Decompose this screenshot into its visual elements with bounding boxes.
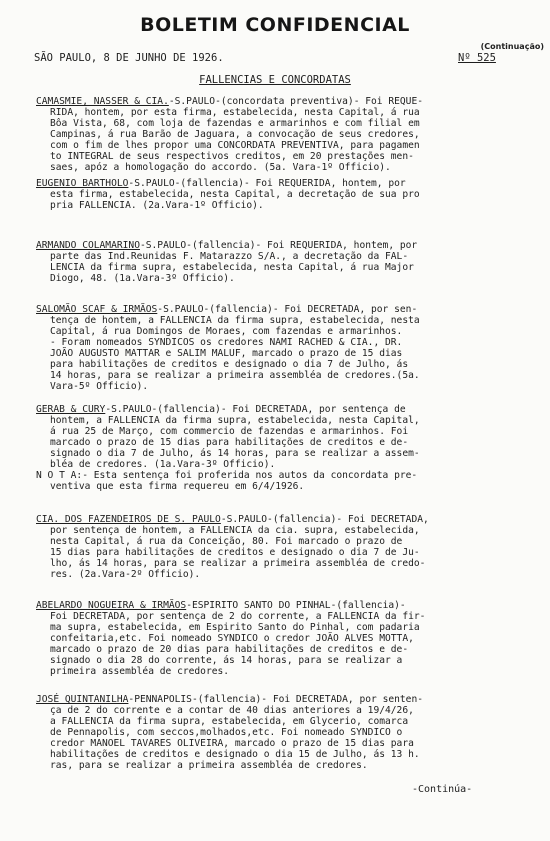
entry-line: Foi DECRETADA, por sentença de 2 do corrente, a FALLENCIA da fir- bbox=[50, 611, 426, 622]
document-date: SÃO PAULO, 8 DE JUNHO DE 1926. bbox=[34, 52, 224, 64]
entry-line: Capital, á rua Domingos de Moraes, com fazendas e armarinhos. bbox=[50, 326, 403, 337]
entry-camasmie-nasser bbox=[36, 96, 536, 173]
entry-line: pria FALLENCIA. (2a.Vara-1º Officio). bbox=[50, 200, 264, 211]
firm-name: ARMANDO COLAMARINO bbox=[36, 240, 140, 251]
entry-line: ma supra, estabelecida, em Espirito Santo do Pinhal, com padaria bbox=[50, 622, 420, 633]
entry-line: ABELARDO NOGUEIRA & IRMÃOS-ESPIRITO SANTO DO PINHAL-(fallencia)- bbox=[36, 600, 406, 611]
firm-name: CIA. DOS FAZENDEIROS DE S. PAULO bbox=[36, 514, 221, 525]
firm-name: EUGENIO BARTHOLO bbox=[36, 178, 129, 189]
entry-line: bléa de credores. (1a.Vara-3º Officio). bbox=[50, 459, 276, 470]
entry-line: com o fim de lhes propor uma CONCORDATA PREVENTIVA, para pagamen bbox=[50, 140, 420, 151]
entry-line: hontem, a FALLENCIA da firma supra, estabelecida, nesta Capital, bbox=[50, 415, 420, 426]
entry-line: tença de hontem, a FALLENCIA da firma supra, estabelecida, nesta bbox=[50, 315, 420, 326]
firm-name: ABELARDO NOGUEIRA & IRMÃOS bbox=[36, 600, 187, 611]
continuation-label: (Continuação) bbox=[480, 42, 544, 51]
entry-eugenio-bartholo bbox=[36, 178, 536, 211]
entry-line: RIDA, hontem, por esta firma, estabelecida, nesta Capital, á rua bbox=[50, 107, 420, 118]
entry-line: á rua 25 de Março, com commercio de fazendas e armarinhos. Foi bbox=[50, 426, 409, 437]
entry-line: confeitaria,etc. Foi nomeado SYNDICO o credor JOÃO ALVES MOTTA, bbox=[50, 633, 414, 644]
entry-line: EUGENIO BARTHOLO-S.PAULO-(fallencia)- Foi REQUERIDA, hontem, por bbox=[36, 178, 406, 189]
entry-line: esta firma, estabelecida, nesta Capital, a decretação de sua pro bbox=[50, 189, 420, 200]
entry-line: Diogo, 48. (1a.Vara-3º Officio). bbox=[50, 273, 235, 284]
entry-line: signado o dia 7 de Julho, ás 14 horas, para se realizar a assem- bbox=[50, 448, 420, 459]
entry-line: 15 dias para habilitações de creditos e designado o dia 7 de Ju- bbox=[50, 547, 420, 558]
entry-line: ça de 2 do corrente e a contar de 40 dias anteriores a 19/4/26, bbox=[50, 705, 414, 716]
entry-line: nesta Capital, á rua da Conceição, 80. Foi marcado o prazo de bbox=[50, 536, 403, 547]
entry-note-line: N O T A:- Esta sentença foi proferida nos autos da concordata pre- bbox=[36, 470, 418, 481]
entry-line: 14 horas, para se realizar a primeira assembléa de credores.(5a. bbox=[50, 370, 420, 381]
firm-name: CAMASMIE, NASSER & CIA. bbox=[36, 96, 169, 107]
firm-name: JOSÉ QUINTANILHA bbox=[36, 694, 129, 705]
entry-line: de Pennapolis, com seccos,molhados,etc. Foi nomeado SYNDICO o bbox=[50, 727, 403, 738]
entry-line: CAMASMIE, NASSER & CIA.-S.PAULO-(concordata preventiva)- Foi REQUE- bbox=[36, 96, 424, 107]
entry-note-line: ventiva que esta firma requereu em 6/4/1926. bbox=[50, 481, 305, 492]
entry-line: ARMANDO COLAMARINO-S.PAULO-(fallencia)- Foi REQUERIDA, hontem, por bbox=[36, 240, 418, 251]
entry-line: ras, para se realizar a primeira assembléa de credores. bbox=[50, 760, 368, 771]
entry-line: Vara-5º Officio). bbox=[50, 381, 149, 392]
entry-line: res. (2a.Vara-2º Officio). bbox=[50, 569, 201, 580]
entry-line: signado o dia 28 do corrente, ás 14 horas, para se realizar a bbox=[50, 655, 403, 666]
entry-line: parte das Ind.Reunidas F. Matarazzo S/A., a decretação da FAL- bbox=[50, 251, 409, 262]
document-number: Nº 525 bbox=[458, 52, 496, 64]
entry-line: SALOMÃO SCAF & IRMÃOS-S.PAULO-(fallencia)- Foi DECRETADA, por sen- bbox=[36, 304, 418, 315]
entry-line: Bôa Vista, 68, com loja de fazendas e armarinhos e com filial em bbox=[50, 118, 420, 129]
entry-line: JOSÉ QUINTANILHA-PENNAPOLIS-(fallencia)- Foi DECRETADA, por senten- bbox=[36, 694, 423, 705]
section-title: FALLENCIAS E CONCORDATAS bbox=[199, 74, 351, 86]
entry-abelardo-nogueira bbox=[36, 600, 536, 677]
entry-line: to INTEGRAL de seus respectivos creditos, em 20 prestações men- bbox=[50, 151, 414, 162]
entry-line: por sentença de hontem, a FALLENCIA da cia. supra, estabelecida, bbox=[50, 525, 420, 536]
entry-armando-colamarino bbox=[36, 240, 536, 284]
document-title: BOLETIM CONFIDENCIAL bbox=[140, 14, 410, 36]
entry-line: JOÃO AUGUSTO MATTAR e SALIM MALUF, marcado o prazo de 15 dias bbox=[50, 348, 403, 359]
entry-line: - Foram nomeados SYNDICOS os credores NAMI RACHED & CIA., DR. bbox=[50, 337, 403, 348]
entry-line: lho, ás 14 horas, para se realizar a primeira assembléa de credo- bbox=[50, 558, 426, 569]
entry-line: Campinas, á rua Barão de Jaguara, a convocação de seus credores, bbox=[50, 129, 420, 140]
entry-salomao-scaf bbox=[36, 304, 536, 392]
entry-line: credor MANOEL TAVARES OLIVEIRA, marcado o prazo de 15 dias para bbox=[50, 738, 414, 749]
entry-line: primeira assembléa de credores. bbox=[50, 666, 230, 677]
entry-line: GERAB & CURY-S.PAULO-(fallencia)- Foi DECRETADA, por sentença de bbox=[36, 404, 406, 415]
entry-line: saes, apóz a homologação do accordo. (5a. Vara-1º Officio). bbox=[50, 162, 391, 173]
entry-jose-quintanilha bbox=[36, 694, 536, 771]
entry-line: a FALLENCIA da firma supra, estabelecida, em Glycerio, comarca bbox=[50, 716, 409, 727]
entry-line: habilitações de creditos e designado o dia 15 de Julho, ás 13 h. bbox=[50, 749, 420, 760]
entry-gerab-cury bbox=[36, 404, 536, 492]
entry-line: para habilitações de creditos e designado o dia 7 de Julho, ás bbox=[50, 359, 409, 370]
entry-line: marcado o prazo de 15 dias para habilitações de creditos e de- bbox=[50, 437, 409, 448]
firm-name: SALOMÃO SCAF & IRMÃOS bbox=[36, 304, 158, 315]
firm-name: GERAB & CURY bbox=[36, 404, 106, 415]
entry-line: LENCIA da firma supra, estabelecida, nesta Capital, á rua Major bbox=[50, 262, 414, 273]
continues-label: -Continúa- bbox=[412, 784, 473, 795]
entry-cia-fazendeiros bbox=[36, 514, 536, 580]
entry-line: marcado o prazo de 20 dias para habilitações de creditos e de- bbox=[50, 644, 409, 655]
entry-line: CIA. DOS FAZENDEIROS DE S. PAULO-S.PAULO-(fallencia)- Foi DECRETADA, bbox=[36, 514, 429, 525]
